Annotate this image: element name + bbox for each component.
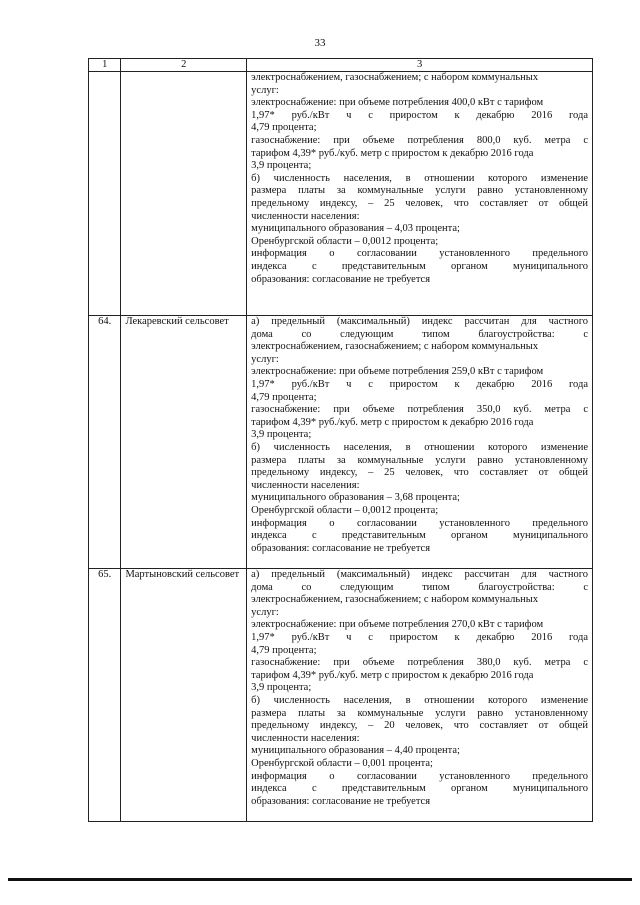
table-row-continuation [89,72,593,316]
text-line: численности населения: [251,732,360,744]
text-line: дома со следующим типом благоустройства: с [251,328,588,340]
text-line: образования: согласование не требуется [251,542,431,554]
row-content-cell [247,72,593,316]
text-line: электроснабжением, газоснабжением; с набором коммунальных [251,72,539,83]
text-line: Оренбургской области – 0,001 процента; [251,757,433,769]
text-line: муниципального образования – 4,03 процента; [251,223,460,235]
text-line: индекса с представительным органом муниципального [251,530,588,542]
text-line: 1,97* руб./кВт ч с приростом к декабрю 2016 года [251,378,588,390]
text-line: 3,9 процента; [251,429,312,441]
text-line: тарифом 4,39* руб./куб. метр с приростом к декабрю 2016 года [251,147,534,159]
bottom-border-rule [8,878,632,881]
table-row-65 [89,569,593,822]
column-header-number: 1 [89,59,121,72]
text-line: а) предельный (максимальный) индекс рассчитан для частного [251,316,588,327]
table-header-row [89,59,593,72]
text-line: 3,9 процента; [251,160,312,172]
text-line: дома со следующим типом благоустройства: с [251,581,588,593]
row-name-cell [121,72,247,316]
text-line: услуг: [251,606,279,618]
text-line: 4,79 процента; [251,391,317,403]
text-line: тарифом 4,39* руб./куб. метр с приростом к декабрю 2016 года [251,669,534,681]
text-line: предельному индексу, – 25 человек, что составляет от общей [251,197,588,209]
text-line: индекса с представительным органом муниципального [251,260,588,272]
row-name-cell: Лекаревский сельсовет [121,316,247,569]
text-line: Оренбургской области – 0,0012 процента; [251,504,439,516]
text-line: а) предельный (максимальный) индекс рассчитан для частного [251,569,588,580]
text-line: образования: согласование не требуется [251,273,431,285]
text-line: услуг: [251,84,279,96]
row-name-cell: Мартыновский сельсовет [121,569,247,822]
text-line: муниципального образования – 3,68 процента; [251,492,460,504]
text-line: численности населения: [251,479,360,491]
row-number-cell [89,72,121,316]
row-number-cell: 65. [89,569,121,822]
text-line: образования: согласование не требуется [251,795,431,807]
indices-table [88,58,593,822]
text-line: размера платы за коммунальные услуги равно установленному [251,454,588,466]
text-line: б) численность населения, в отношении которого изменение [251,694,588,706]
text-line: 1,97* руб./кВт ч с приростом к декабрю 2016 года [251,631,588,643]
text-line: тарифом 4,39* руб./куб. метр с приростом к декабрю 2016 года [251,416,534,428]
text-line: электроснабжением, газоснабжением; с набором коммунальных [251,341,539,353]
row-content-cell [247,316,593,569]
text-line: информация о согласовании установленного предельного [251,517,588,529]
text-line: информация о согласовании установленного предельного [251,248,588,260]
text-line: электроснабжением, газоснабжением; с набором коммунальных [251,594,539,606]
text-line: муниципального образования – 4,40 процента; [251,745,460,757]
text-line: электроснабжение: при объеме потребления 259,0 кВт с тарифом [251,366,544,378]
text-line: размера платы за коммунальные услуги равно установленному [251,707,588,719]
text-line: предельному индексу, – 25 человек, что составляет от общей [251,467,588,479]
text-line: предельному индексу, – 20 человек, что составляет от общей [251,720,588,732]
text-line: индекса с представительным органом муниципального [251,783,588,795]
text-line: услуг: [251,353,279,365]
column-header-content: 3 [247,59,593,72]
text-line: газоснабжение: при объеме потребления 380,0 куб. метра с [251,657,588,669]
text-line: б) численность населения, в отношении которого изменение [251,441,588,453]
text-line: численности населения: [251,210,360,222]
text-line: Оренбургской области – 0,0012 процента; [251,235,439,247]
page-number: 33 [314,37,326,49]
table-row-64 [89,316,593,569]
text-line: размера платы за коммунальные услуги равно установленному [251,185,588,197]
text-line: б) численность населения, в отношении которого изменение [251,172,588,184]
row-content-cell [247,569,593,822]
text-line: электроснабжение: при объеме потребления 400,0 кВт с тарифом [251,97,544,109]
text-line: 1,97* руб./кВт ч с приростом к декабрю 2016 года [251,109,588,121]
row-number-cell: 64. [89,316,121,569]
text-line: 4,79 процента; [251,644,317,656]
text-line: газоснабжение: при объеме потребления 350,0 куб. метра с [251,404,588,416]
text-line: электроснабжение: при объеме потребления 270,0 кВт с тарифом [251,619,544,631]
column-header-name: 2 [121,59,247,72]
text-line: газоснабжение: при объеме потребления 800,0 куб. метра с [251,134,588,146]
text-line: 3,9 процента; [251,682,312,694]
text-line: 4,79 процента; [251,122,317,134]
text-line: информация о согласовании установленного предельного [251,770,588,782]
